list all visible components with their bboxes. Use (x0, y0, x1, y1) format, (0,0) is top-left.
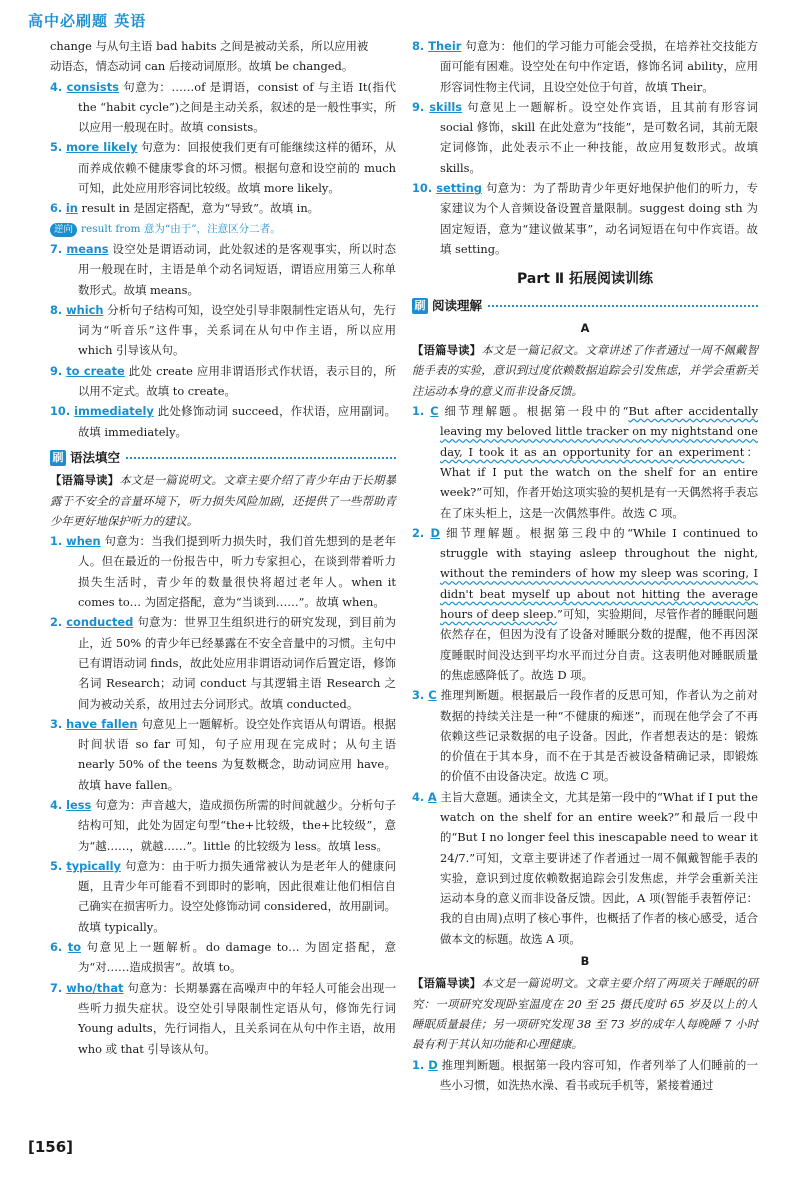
intro-line: 动语态，情态动词 can 后接动词原形。故填 be changed。 (50, 59, 354, 74)
answer-item: 5. typically 句意为：由于听力损失通常被认为是老年人的健康问题，且青少年可能看不到即时的影响，因此很难让他们相信自己确实在损害听力。设空处修饰动词 considered，故用副词。故填 typically。 (50, 858, 397, 934)
answer-item: 4. consists 句意为：……of 是谓语，consist of 与主语 It(指代 the “habit cycle”)之间是主动关系，叙述的是一般性事实，所以应用一般现在时。故填 consists。 (50, 79, 397, 135)
answer-item: 3. C 推理判断题。根据最后一段作者的反思可知，作者认为之前对数据的持续关注是一种“不健康的痴迷”，而现在他学会了不再依赖这些记录数据的电子设备。因此，作者想表达的是：锻炼的价值在于其本身，而不在于其是否被设备精确记录，即锻炼的价值不由设备决定。故选 C 项。 (412, 688, 758, 784)
passage-label: B (580, 954, 590, 969)
quoted-evidence: without the reminders of how my sleep was scoring, I didn't beat myself up about not hitting the average hours of deep sleep. (440, 566, 758, 622)
answer-item: 9. to create 此处 create 应用非谓语形式作状语，表示目的，所以用不定式。故填 to create。 (50, 363, 396, 399)
dotted-divider (126, 457, 396, 459)
quoted-evidence: But after accidentally leaving my beloved little tracker on my nightstand one day, I took it as an opportunity for an experiment (440, 404, 759, 459)
answer-item: 6. to 句意见上一题解析。do damage to… 为固定搭配，意为“对……造成损害”。故填 to。 (50, 940, 396, 975)
page-number: [156] (28, 1138, 74, 1156)
section-icon: 刷 (412, 298, 428, 314)
book-header: 高中必刷题 英语 (28, 12, 147, 30)
answer-item: 6. in result in 是固定搭配，意为“导致”。故填 in。 (50, 201, 320, 216)
answer-item: 2. conducted 句意为：世界卫生组织进行的研究发现，到目前为止，近 50% 的青少年已经暴露在不安全音量中的习惯。主句中已有谓语动词 finds，故此处应用非谓语动词作后置定语，修饰名词 Research；动词 conduct 与其逻辑主语 Research 之间为被动关系，故用过去分词形式。故填 conducted。 (50, 615, 397, 711)
answer-item: 4. less 句意为：声音越大，造成损伤所需的时间就越少。分析句子结构可知，此处为固定句型“the+比较级，the+比较级”，意为“越……，就越……”。little 的比较级为 less。故填 less。 (50, 797, 396, 853)
answer-item: 8. which 分析句子结构可知，设空处引导非限制性定语从句，先行词为“听音乐”这件事，关系词在从句中作主语，所以应用 which 引导该从句。 (50, 302, 397, 358)
dotted-divider (488, 305, 758, 307)
answer-item: 8. Their 句意为：他们的学习能力可能会受损，在培养社交技能方面可能有困难。设空处在句中作定语，修饰名词 ability，应用形容词性物主代词，且设空处位于句首，故填 Their。 (412, 39, 758, 94)
part-title: Part Ⅱ 拓展阅读训练 (517, 271, 653, 288)
answer-item: 3. have fallen 句意见上一题解析。设空处作宾语从句谓语。根据时间状语 so far 可知，句子应用现在完成时；从句主语 nearly 50% of the teens 为复数概念，助动词应用 have。故填 have fallen。 (50, 716, 397, 792)
passage-label: A (580, 320, 590, 335)
answer-item: 5. more likely 句意为：回报使我们更有可能继续这样的循环，从而养成依赖不健康零食的坏习惯。根据句意和设空前的 much 可知，此处应用形容词比较级。故填 more likely。 (50, 140, 397, 196)
answer-item: 10. setting 句意为：为了帮助青少年更好地保护他们的听力，专家建议为个人音频设备设置音量限制。suggest doing sth 为固定短语，意为“建议做某事”，动名词短语在句中作宾语。故填 setting。 (412, 181, 759, 256)
passage-guide: 【语篇导读】本文是一篇说明文。文章主要介绍了两项关于睡眠的研究：一项研究发现卧室温度在 20 至 25 摄氏度时 65 岁及以上的人睡眠质量最佳；另一项研究发现 38 至 73 岁的成年人每晚睡 7 小时最有利于其认知功能和心理健康。 (412, 976, 758, 1052)
section-heading-reading: 刷 阅读理解 (412, 296, 758, 316)
answer-item: 7. means 设空处是谓语动词，此处叙述的是客观事实，所以时态用一般现在时，主语是单个动名词短语，谓语应用第三人称单数形式。故填 means。 (50, 241, 396, 297)
passage-guide: 【语篇导读】本文是一篇说明文。文章主要介绍了青少年由于长期暴露于不安全的音量环境下，听力损失风险加剧，还提供了一些帮助青少年更好地保护听力的建议。 (50, 473, 396, 528)
answer-item: 1. C 细节理解题。根据第一段中的“But after accidentally leaving my beloved little tracker on my nightstand one day, I took it as an opportunity for an experiment：What if I put the watch on the shelf for an entire week?”可知，作者开始这项实验的契机是有一天偶然将手表忘在了床头柜上，这是一次偶然事件。故选 C 项。 (412, 404, 759, 520)
section-heading-grammar: 刷 语法填空 (50, 448, 396, 468)
tip-note: 逆向 result from 意为“由于”，注意区分二者。 (50, 219, 396, 239)
answer-item: 1. when 句意为：当我们提到听力损失时，我们首先想到的是老年人。但在最近的一份报告中，听力专家担心，在谈到带着听力损失生活时，青少年的数量很快将超过老年人。when it comes to… 为固定搭配，意为“当谈到……”。故填 when。 (50, 534, 396, 610)
left-column (50, 36, 396, 1059)
passage-guide: 【语篇导读】本文是一篇记叙文。文章讲述了作者通过一周不佩戴智能手表的实验，意识到过度依赖数据追踪会引发焦虑，并学会重新关注运动本身的意义而非设备反馈。 (412, 343, 758, 398)
right-column (412, 36, 758, 1095)
answer-item: 7. who/that 句意为：长期暴露在高噪声中的年轻人可能会出现一些听力损失症状。设空处引导限制性定语从句，修饰先行词 Young adults，先行词指人，且关系词在从句中作主语，故用 who 或 that 引导该从句。 (50, 980, 396, 1056)
tip-badge: 逆向 (50, 223, 77, 237)
answer-item: 2. D 细节理解题。根据第三段中的“While I continued to struggle with staying asleep throughout the night, without the reminders of how my sleep was scoring, I didn't beat myself up about not hitting the average hours of deep sleep.”可知，实验期间，尽管作者的睡眠问题依然存在，但因为没有了设备对睡眠分数的提醒，他不再因深度睡眠时间没达到平均水平而过分自责。这表明他对睡眠质量的焦虑感降低了。故选 D 项。 (412, 525, 759, 682)
answer-item: 9. skills 句意见上一题解析。设空处作宾语，且其前有形容词 social 修饰，skill 在此处意为“技能”，是可数名词，其前无限定词修饰，此处表示不止一种技能，故应用复数形式。故填 skills。 (412, 99, 759, 175)
section-icon: 刷 (50, 450, 66, 466)
answer-item: 4. A 主旨大意题。通读全文，尤其是第一段中的“What if I put the watch on the shelf for an entire week?”和最后一段中的“But I no longer feel this inescapable need to wear it 24/7.”可知，文章主要讲述了作者通过一周不佩戴智能手表的实验，意识到过度依赖数据追踪会引发焦虑，并学会重新关注运动本身的意义而非设备反馈。因此，A 项(智能手表暂停记：我的自由周)点明了核心事件，也概括了作者的核心感受，适合做本文的标题。故选 A 项。 (412, 789, 758, 946)
answer-item: 1. D 推理判断题。根据第一段内容可知，作者列举了人们睡前的一些小习惯，如洗热水澡、看书或玩手机等，紧接着通过 (412, 1057, 759, 1092)
intro-line: change 与从句主语 bad habits 之间是被动关系，所以应用被 (50, 39, 369, 53)
answer-item: 10. immediately 此处修饰动词 succeed，作状语，应用副词。故填 immediately。 (50, 404, 396, 439)
